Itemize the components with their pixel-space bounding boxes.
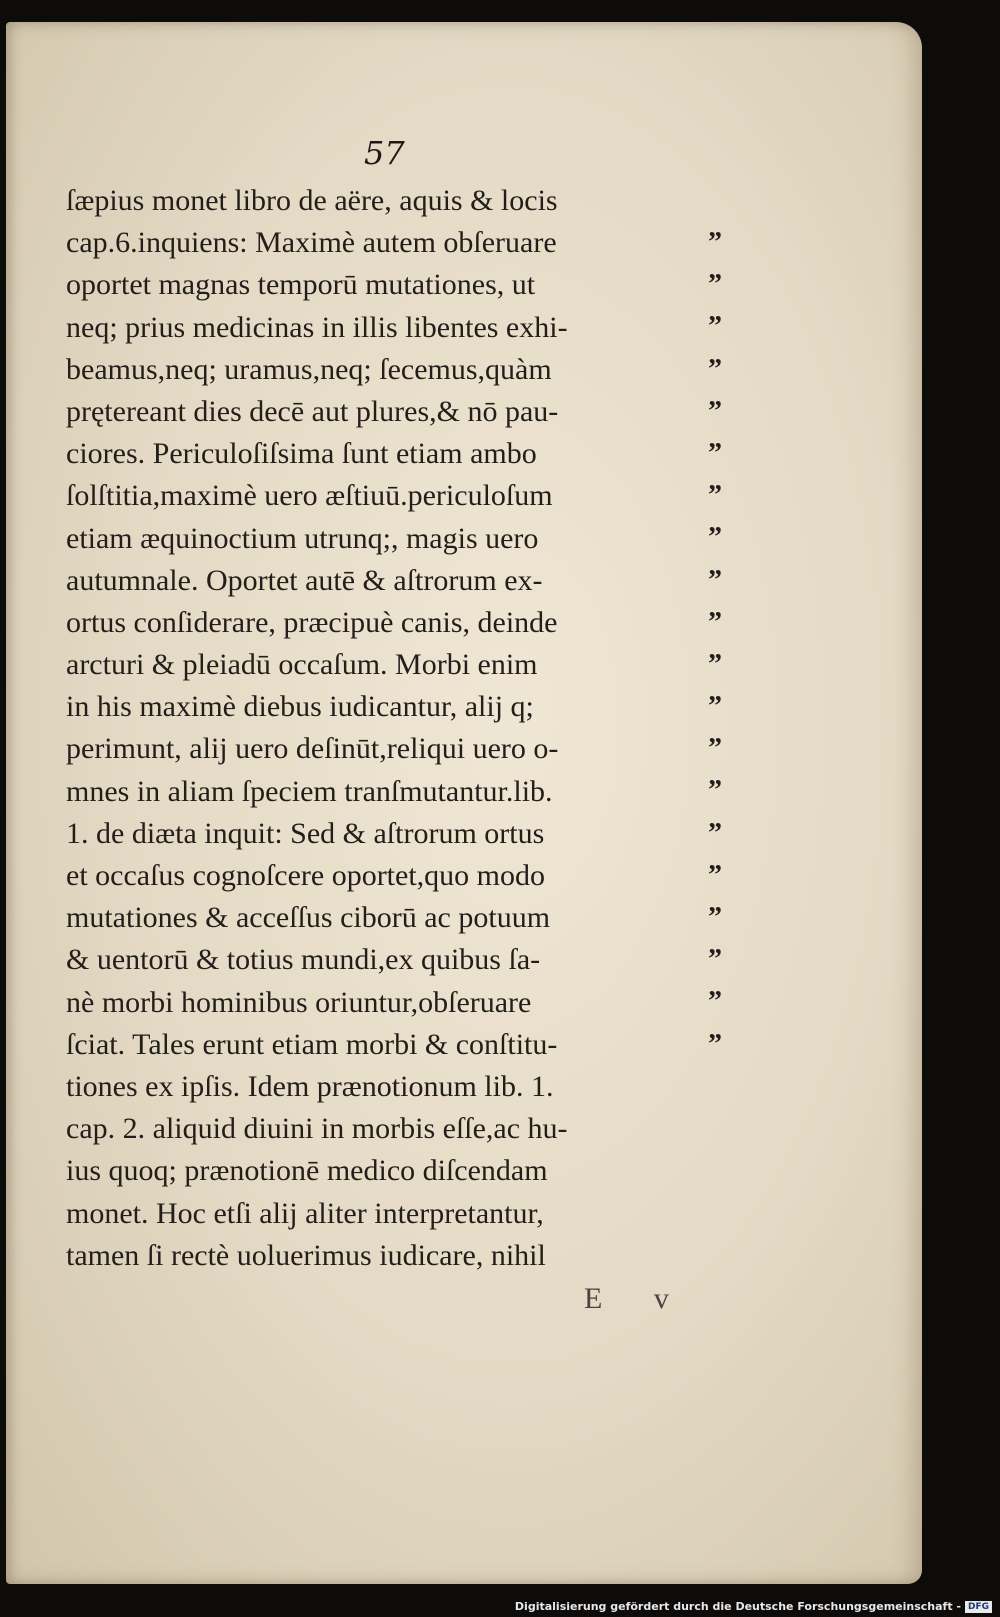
quote-marks-column xyxy=(708,222,722,1066)
text-line: ortus conſiderare, præcipuè canis, deinde xyxy=(66,605,558,639)
text-line: perimunt, alij uero deſinūt,reliqui uero o- xyxy=(66,732,559,766)
text-line: cap. 2. aliquid diuini in morbis eſſe,ac hu- xyxy=(66,1112,568,1146)
signature-mark: E v xyxy=(584,1282,691,1315)
text-line: ciores. Periculoſiſsima ſunt etiam ambo xyxy=(66,437,537,471)
quote-mark: ” xyxy=(708,691,722,723)
footer-credit: Digitalisierung gefördert durch die Deutsche Forschungsgemeinschaft - xyxy=(514,1600,961,1613)
text-line: 1. de diæta inquit: Sed & aſtrorum ortus xyxy=(66,816,545,850)
quote-mark: ” xyxy=(708,733,722,765)
quote-mark: ” xyxy=(708,480,722,512)
text-line: ſæpius monet libro de aëre, aquis & locis xyxy=(66,184,558,217)
quote-mark: ” xyxy=(708,1028,722,1060)
book-page xyxy=(6,22,922,1584)
text-line: tamen ſi rectè uoluerimus iudicare, nihil xyxy=(66,1238,546,1272)
quote-mark: ” xyxy=(708,944,722,976)
quote-mark: ” xyxy=(708,986,722,1018)
text-line: tiones ex ipſis. Idem prænotionum lib. 1. xyxy=(66,1069,554,1103)
text-line: oportet magnas temporū mutationes, ut xyxy=(66,268,536,302)
quote-mark: ” xyxy=(708,648,722,680)
digitization-footer xyxy=(515,1600,992,1613)
text-line: nè morbi hominibus oriuntur,obſeruare xyxy=(66,985,532,1019)
text-line: neq; prius medicinas in illis libentes exhi- xyxy=(66,310,568,344)
text-line: ſolſtitia,maximè uero æſtiuū.periculoſum xyxy=(66,479,553,513)
text-line: beamus,neq; uramus,neq; ſecemus,quàm xyxy=(66,352,552,386)
dfg-logo-icon: DFG xyxy=(965,1601,992,1613)
quote-mark: ” xyxy=(708,606,722,638)
text-block xyxy=(66,180,714,1277)
text-line: et occaſus cognoſcere oportet,quo modo xyxy=(66,859,546,892)
quote-mark: ” xyxy=(708,227,722,258)
text-line: cap.6.inquiens: Maximè autem obſeruare xyxy=(66,226,557,260)
text-line: etiam æquinoctium utrunq;, magis uero xyxy=(66,521,539,555)
text-line: & uentorū & totius mundi,ex quibus ſa- xyxy=(66,943,541,977)
quote-mark: ” xyxy=(708,564,722,596)
text-line: ſciat. Tales erunt etiam morbi & conſtitu- xyxy=(66,1027,558,1061)
quote-mark: ” xyxy=(708,902,722,933)
text-line: monet. Hoc etſi alij aliter interpretantur, xyxy=(66,1196,544,1230)
text-line: prętereant dies decē aut plures,& nō pau- xyxy=(66,394,559,428)
text-line: ius quoq; prænotionē medico diſcendam xyxy=(66,1154,548,1188)
text-line: autumnale. Oportet autē & aſtrorum ex- xyxy=(66,563,543,597)
page-number: 57 xyxy=(364,134,405,172)
quote-mark: ” xyxy=(708,395,722,427)
quote-mark: ” xyxy=(708,859,722,891)
quote-mark: ” xyxy=(708,522,722,554)
text-line: in his maximè diebus iudicantur, alij q; xyxy=(66,690,534,724)
quote-mark: ” xyxy=(708,775,722,807)
quote-mark: ” xyxy=(708,437,722,469)
quote-mark: ” xyxy=(708,353,722,385)
quote-mark: ” xyxy=(708,817,722,849)
quote-mark: ” xyxy=(708,311,722,343)
text-line: mutationes & acceſſus ciborū ac potuum xyxy=(66,901,551,935)
text-line: arcturi & pleiadū occaſum. Morbi enim xyxy=(66,648,538,682)
text-line: mnes in aliam ſpeciem tranſmutantur.lib. xyxy=(66,774,553,808)
quote-mark: ” xyxy=(708,269,722,301)
